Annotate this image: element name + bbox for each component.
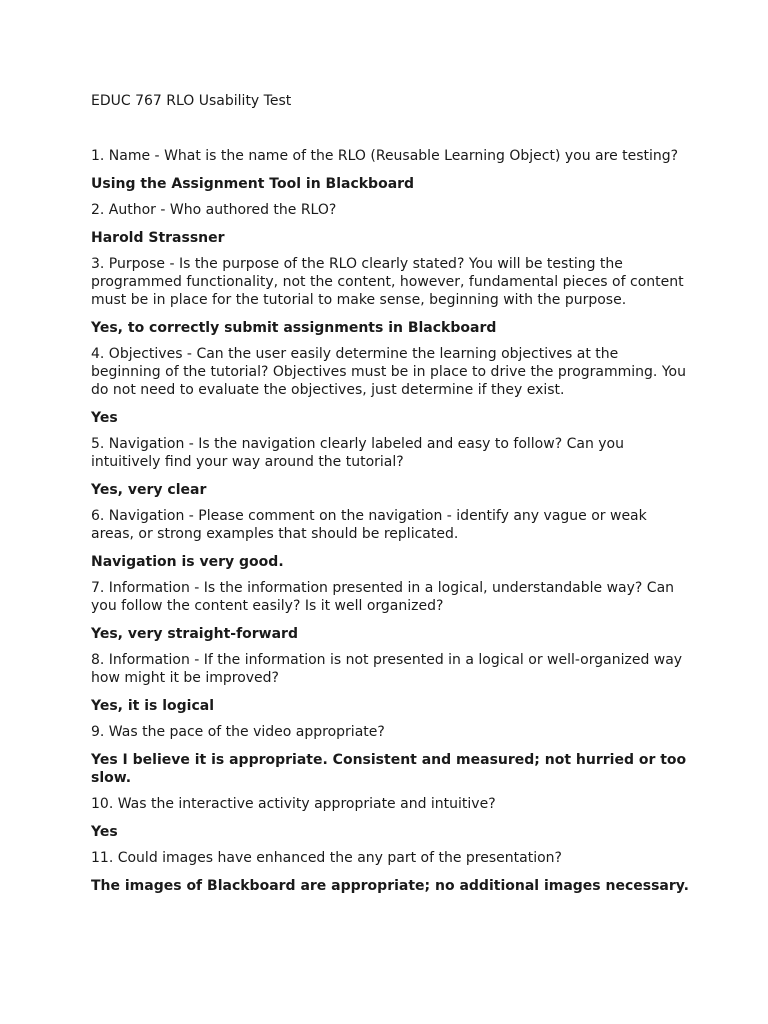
question-text: 9. Was the pace of the video appropriate? bbox=[91, 724, 385, 740]
document-page bbox=[91, 92, 691, 903]
question-text: 2. Author - Who authored the RLO? bbox=[91, 202, 337, 218]
answer-text: Using the Assignment Tool in Blackboard bbox=[91, 176, 415, 192]
qa-item-8 bbox=[91, 651, 691, 715]
answer-text: Yes bbox=[91, 410, 118, 426]
qa-item-11 bbox=[91, 849, 691, 895]
question-text: 10. Was the interactive activity appropriate and intuitive? bbox=[91, 796, 496, 812]
qa-item-1 bbox=[91, 147, 691, 193]
question-text: 11. Could images have enhanced the any part of the presentation? bbox=[91, 850, 562, 866]
qa-item-4 bbox=[91, 345, 691, 427]
answer-text: Harold Strassner bbox=[91, 230, 225, 246]
question-text: 1. Name - What is the name of the RLO (Reusable Learning Object) you are testing? bbox=[91, 148, 679, 164]
answer-text: Navigation is very good. bbox=[91, 554, 284, 570]
question-text: 3. Purpose - Is the purpose of the RLO clearly stated? You will be testing the programmed functionality, not the content, however, fundamental pieces of content must be in place for the tutorial to make sense, beginning with the purpose. bbox=[91, 256, 684, 308]
document-title: EDUC 767 RLO Usability Test bbox=[91, 93, 292, 109]
qa-item-5 bbox=[91, 435, 691, 499]
answer-text: Yes I believe it is appropriate. Consistent and measured; not hurried or too slow. bbox=[91, 752, 687, 786]
answer-text: Yes, very straight-forward bbox=[91, 626, 298, 642]
qa-item-6 bbox=[91, 507, 691, 571]
qa-item-3 bbox=[91, 255, 691, 337]
question-text: 7. Information - Is the information presented in a logical, understandable way? Can you follow the content easily? Is it well organized? bbox=[91, 580, 675, 614]
answer-text: Yes, it is logical bbox=[91, 698, 215, 714]
question-text: 4. Objectives - Can the user easily determine the learning objectives at the beginning of the tutorial? Objectives must be in place to drive the programming. You do not need to evaluate the objectives, just determine if they exist. bbox=[91, 346, 686, 398]
answer-text: The images of Blackboard are appropriate; no additional images necessary. bbox=[91, 878, 689, 894]
answer-text: Yes bbox=[91, 824, 118, 840]
qa-item-9 bbox=[91, 723, 691, 787]
question-text: 8. Information - If the information is not presented in a logical or well-organized way how might it be improved? bbox=[91, 652, 683, 686]
question-text: 6. Navigation - Please comment on the navigation - identify any vague or weak areas, or strong examples that should be replicated. bbox=[91, 508, 647, 542]
qa-item-2 bbox=[91, 201, 691, 247]
answer-text: Yes, very clear bbox=[91, 482, 207, 498]
qa-item-7 bbox=[91, 579, 691, 643]
question-text: 5. Navigation - Is the navigation clearly labeled and easy to follow? Can you intuitively find your way around the tutorial? bbox=[91, 436, 624, 470]
qa-item-10 bbox=[91, 795, 691, 841]
answer-text: Yes, to correctly submit assignments in Blackboard bbox=[91, 320, 497, 336]
